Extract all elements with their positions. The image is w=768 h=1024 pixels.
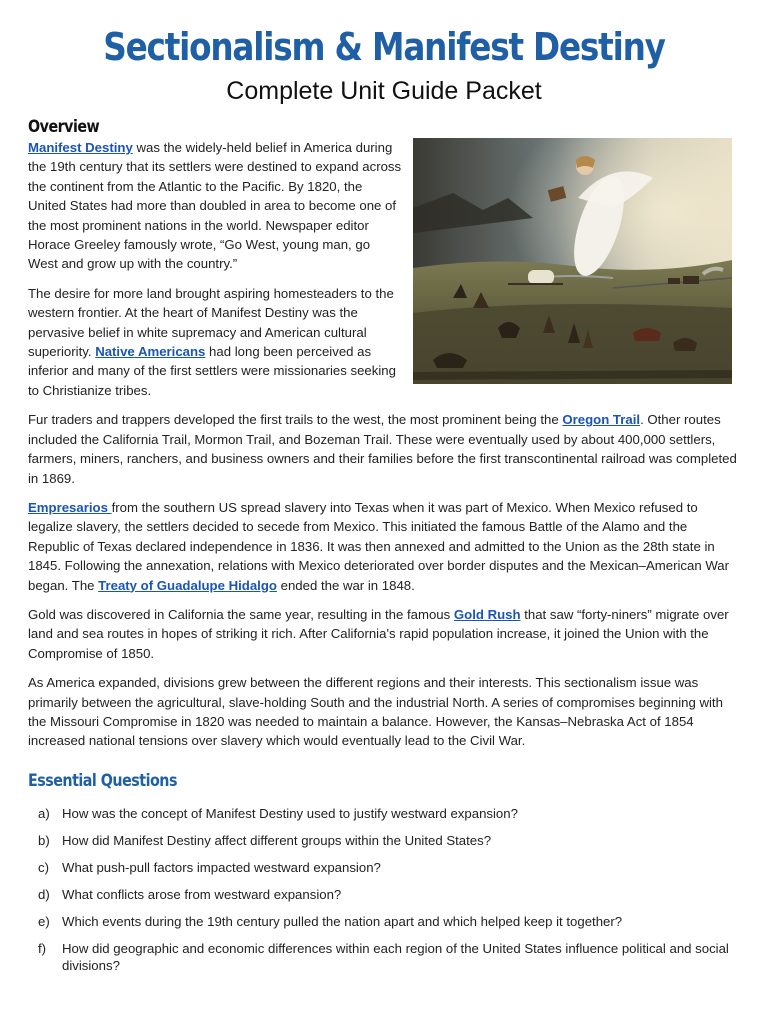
link-native-americans[interactable]: Native Americans xyxy=(95,344,206,360)
page-title: Sectionalism & Manifest Destiny xyxy=(103,25,665,69)
overview-paragraph-1 xyxy=(28,138,403,274)
link-empresarios[interactable]: Empresarios xyxy=(28,499,112,515)
question-text: How did geographic and economic differences within each region of the United States influence political and social divisions? xyxy=(62,940,729,974)
overview-section xyxy=(28,138,740,400)
link-manifest-destiny[interactable]: Manifest Destiny xyxy=(28,140,133,155)
overview-paragraph-2 xyxy=(28,284,403,400)
overview-p2-after: had long been perceived as inferior and many of the first settlers were missionaries seeking to Christianize tribes. xyxy=(28,344,396,398)
question-text: Which events during the 19th century pulled the nation apart and which helped keep it together? xyxy=(62,913,623,929)
list-item xyxy=(28,940,740,975)
paragraph-oregon-trail xyxy=(28,410,740,488)
overview-heading: Overview xyxy=(28,117,100,137)
link-gold-rush[interactable]: Gold Rush xyxy=(453,606,521,622)
question-text: What push-pull factors impacted westward expansion? xyxy=(62,859,381,875)
page-subtitle: Complete Unit Guide Packet xyxy=(226,77,542,105)
p4-after: ended the war in 1848. xyxy=(276,577,415,593)
p3-after: . Other routes included the California Trail, Mormon Trail, and Bozeman Trail. These were eventually used by about 400,000 settlers, farmers, miners, ranchers, and business owners and their families before the first transcontinental railroad was completed in 1869. xyxy=(28,412,737,486)
document-page xyxy=(28,0,740,984)
link-oregon-trail[interactable]: Oregon Trail xyxy=(562,412,641,428)
overview-text xyxy=(28,138,403,400)
american-progress-painting xyxy=(413,138,732,384)
list-item xyxy=(28,805,740,823)
question-text: How was the concept of Manifest Destiny used to justify westward expansion? xyxy=(62,805,518,821)
p3-before: Fur traders and trappers developed the first trails to the west, the most prominent being the xyxy=(28,412,563,428)
p5-after: that saw “forty-niners” migrate over land and sea routes in hopes of striking it rich. After California's rapid population increase, it joined the Union with the Compromise of 1850. xyxy=(28,606,729,661)
list-item xyxy=(28,859,740,877)
essential-questions-list xyxy=(28,805,740,975)
list-item xyxy=(28,886,740,904)
list-item xyxy=(28,913,740,931)
question-text: What conflicts arose from westward expansion? xyxy=(62,886,342,902)
paragraph-empresarios xyxy=(28,498,740,595)
painting-image xyxy=(413,138,732,384)
p5-before: Gold was discovered in California the same year, resulting in the famous xyxy=(28,606,454,622)
link-treaty-of-guadalupe-hidalgo[interactable]: Treaty of Guadalupe Hidalgo xyxy=(98,577,277,593)
question-text: How did Manifest Destiny affect different groups within the United States? xyxy=(62,832,492,848)
paragraph-gold-rush xyxy=(28,605,740,663)
paragraph-sectionalism: As America expanded, divisions grew between the different regions and their interests. This sectionalism issue was primarily between the agricultural, slave-holding South and the industrial North. A series of compromises beginning with the Missouri Compromise in 1820 was needed to maintain a balance. However, the Kansas–Nebraska Act of 1854 increased national tensions over slavery which would eventually lead to the Civil War. xyxy=(28,675,723,749)
overview-p2-before: The desire for more land brought aspiring homesteaders to the western frontier. At the heart of Manifest Destiny was the pervasive belief in white supremacy and American cultural superiority. xyxy=(28,285,394,360)
question-marker: e) xyxy=(38,913,50,929)
question-marker: d) xyxy=(38,886,50,902)
question-marker: c) xyxy=(38,859,49,875)
p4-text: from the southern US spread slavery into Texas when it was part of Mexico. When Mexico refused to legalize slavery, the settlers decided to secede from Mexico. This initiated the famous Battle of the Alamo and the Republic of Texas declared independence in 1836. It was then annexed and admitted to the Union as the 28th state in 1845. Following the annexation, relations with Mexico deteriorated over border disputes and the Mexican–American War began. The xyxy=(28,499,730,593)
question-marker: f) xyxy=(38,940,47,956)
essential-questions-heading: Essential Questions xyxy=(28,770,177,791)
overview-p1-text: was the widely-held belief in America during the 19th century that its settlers were destined to expand across the continent from the Atlantic to the Pacific. By 1820, the United States had more than doubled in area to become one of the most prominent nations in the world. Newspaper editor Horace Greeley famously wrote, “Go West, young man, go West and grow up with the country.” xyxy=(28,140,402,272)
list-item xyxy=(28,832,740,850)
question-marker: a) xyxy=(38,805,50,821)
question-marker: b) xyxy=(38,832,50,848)
